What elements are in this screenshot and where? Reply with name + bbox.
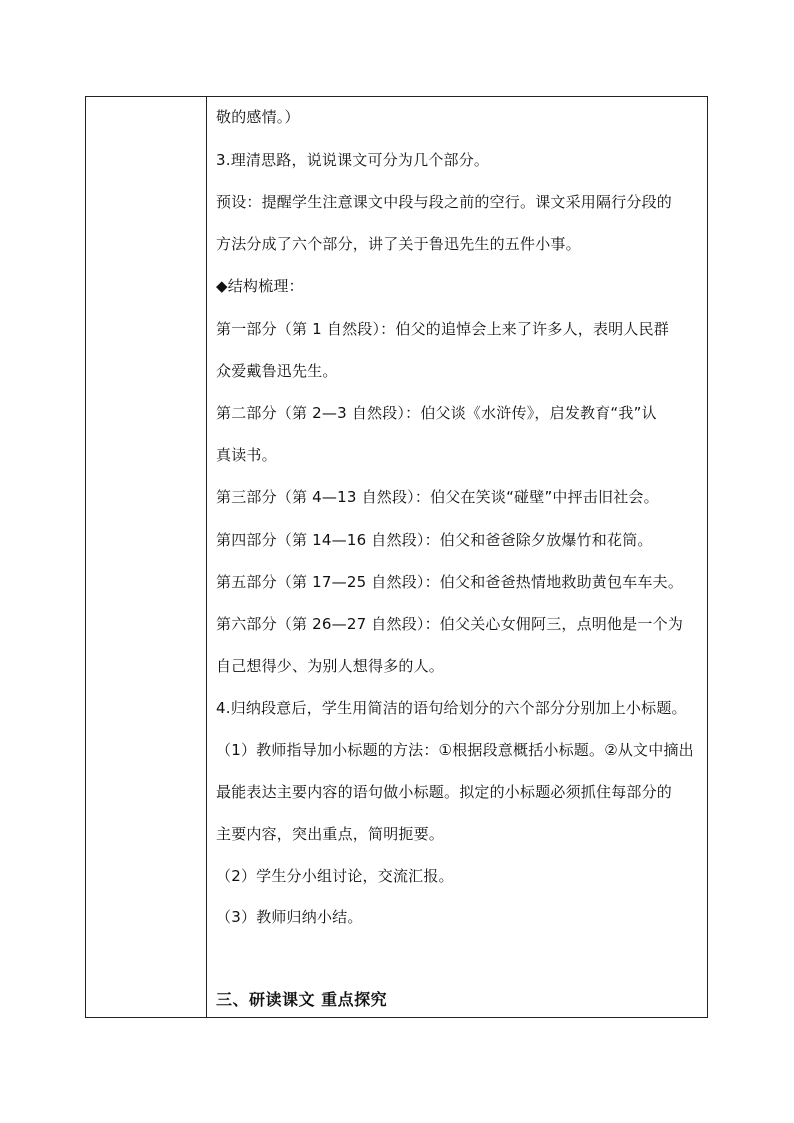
text-line: 4.归纳段意后，学生用简洁的语句给划分的六个部分分别加上小标题。 <box>216 699 687 717</box>
text-line: 3.理清思路，说说课文可分为几个部分。 <box>216 151 490 169</box>
text-line: （2）学生分小组讨论，交流汇报。 <box>216 867 454 885</box>
text-line: 主要内容，突出重点，简明扼要。 <box>216 825 445 843</box>
text-line: 众爱戴鲁迅先生。 <box>216 362 338 380</box>
text-line: 第三部分（第 4—13 自然段）：伯父在笑谈“碰壁”中抨击旧社会。 <box>216 488 659 506</box>
text-line: （1）教师指导加小标题的方法：①根据段意概括小标题。②从文中摘出 <box>216 741 694 759</box>
lesson-table <box>85 96 708 1018</box>
text-line: 第五部分（第 17—25 自然段）：伯父和爸爸热情地救助黄包车车夫。 <box>216 573 684 591</box>
section-heading: 三、研读课文 重点探究 <box>216 990 388 1009</box>
text-line: 第六部分（第 26—27 自然段）：伯父关心女佣阿三，点明他是一个为 <box>216 615 684 633</box>
text-line: 方法分成了六个部分，讲了关于鲁迅先生的五件小事。 <box>216 235 581 253</box>
text-line: ◆结构梳理： <box>216 277 304 295</box>
text-line: 第四部分（第 14—16 自然段）：伯父和爸爸除夕放爆竹和花筒。 <box>216 531 653 549</box>
text-line: 敬的感情。） <box>216 108 300 126</box>
text-line: 第一部分（第 1 自然段）：伯父的追悼会上来了许多人，表明人民群 <box>216 320 669 338</box>
text-line: 预设：提醒学生注意课文中段与段之前的空行。课文采用隔行分段的 <box>216 193 673 211</box>
text-line: 自己想得少、为别人想得多的人。 <box>216 657 445 675</box>
right-column-cell <box>207 97 707 1017</box>
text-line: 第二部分（第 2—3 自然段）：伯父谈《水浒传》，启发教育“我”认 <box>216 404 657 422</box>
text-line: 真读书。 <box>216 446 277 464</box>
text-line: （3）教师归纳小结。 <box>216 908 363 926</box>
text-line: 最能表达主要内容的语句做小标题。拟定的小标题必须抓住每部分的 <box>216 783 673 801</box>
left-column-cell <box>86 97 207 1017</box>
